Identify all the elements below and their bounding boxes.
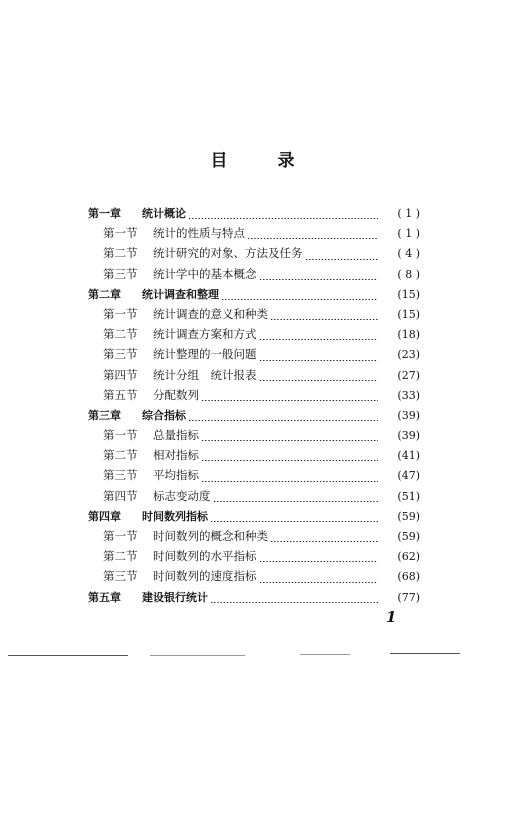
toc-section-entry bbox=[88, 548, 420, 568]
section-number: 第四节 bbox=[103, 488, 138, 503]
toc-section-entry bbox=[88, 346, 420, 366]
toc-section-entry bbox=[88, 266, 420, 286]
dot-leader bbox=[259, 582, 379, 583]
section-title: 统计整理的一般问题 bbox=[153, 347, 257, 362]
page-ref: (77) bbox=[397, 590, 420, 604]
section-title: 分配数列 bbox=[153, 387, 199, 402]
toc-chapter-entry bbox=[88, 589, 420, 609]
dot-leader bbox=[201, 440, 378, 441]
section-title: 总量指标 bbox=[153, 428, 199, 443]
chapter-title: 统计概论 bbox=[142, 207, 186, 220]
page-ref: (23) bbox=[397, 348, 420, 362]
section-number: 第一节 bbox=[103, 226, 138, 241]
page-ref: ( 1 ) bbox=[397, 227, 420, 241]
chapter-number: 第一章 bbox=[88, 207, 121, 220]
dot-leader bbox=[188, 420, 378, 421]
section-number: 第三节 bbox=[103, 347, 138, 362]
section-number: 第二节 bbox=[103, 327, 138, 342]
page-ref: (27) bbox=[397, 368, 420, 382]
page-ref: (15) bbox=[397, 287, 420, 301]
dot-leader bbox=[210, 602, 378, 603]
page-ref: (59) bbox=[397, 509, 420, 523]
section-title: 相对指标 bbox=[153, 448, 199, 463]
section-number: 第二节 bbox=[103, 246, 138, 261]
chapter-title: 建设银行统计 bbox=[142, 590, 208, 604]
page-ref: (62) bbox=[397, 550, 420, 564]
dot-leader bbox=[201, 400, 378, 401]
toc-chapter-entry bbox=[88, 205, 420, 225]
toc-chapter-entry bbox=[88, 407, 420, 427]
chapter-number: 第四章 bbox=[88, 509, 121, 523]
scan-artifact-line bbox=[300, 654, 350, 655]
section-title: 时间数列的概念和种类 bbox=[153, 529, 268, 543]
section-number: 第一节 bbox=[103, 428, 138, 443]
section-title: 时间数列的水平指标 bbox=[153, 549, 257, 564]
toc-section-entry bbox=[88, 367, 420, 387]
dot-leader bbox=[259, 561, 379, 562]
toc-section-entry bbox=[88, 306, 420, 326]
section-title: 统计学中的基本概念 bbox=[153, 266, 257, 281]
toc-section-entry bbox=[88, 488, 420, 508]
section-number: 第二节 bbox=[103, 448, 138, 463]
section-number: 第一节 bbox=[103, 529, 138, 543]
page-number: 1 bbox=[386, 608, 397, 626]
page-ref: ( 4 ) bbox=[397, 247, 420, 261]
toc-chapter-entry bbox=[88, 286, 420, 306]
dot-leader bbox=[259, 360, 379, 361]
page-title: 目 录 bbox=[210, 151, 317, 171]
chapter-title: 综合指标 bbox=[142, 408, 186, 422]
section-title: 平均指标 bbox=[153, 468, 199, 483]
section-number: 第五节 bbox=[103, 387, 138, 402]
page-ref: (18) bbox=[397, 328, 420, 342]
toc-section-entry bbox=[88, 528, 420, 548]
dot-leader bbox=[259, 380, 379, 381]
chapter-number: 第三章 bbox=[88, 408, 121, 422]
dot-leader bbox=[259, 279, 379, 280]
toc-section-entry bbox=[88, 447, 420, 467]
section-title: 统计调查的意义和种类 bbox=[153, 306, 268, 321]
page-ref: (33) bbox=[397, 388, 420, 402]
toc-section-entry bbox=[88, 467, 420, 487]
dot-leader bbox=[305, 259, 379, 260]
dot-leader bbox=[247, 238, 378, 239]
dot-leader bbox=[259, 339, 379, 340]
section-number: 第三节 bbox=[103, 266, 138, 281]
chapter-number: 第二章 bbox=[88, 287, 121, 301]
section-title: 统计调查方案和方式 bbox=[153, 327, 257, 342]
page-ref: ( 1 ) bbox=[397, 207, 420, 220]
section-title: 标志变动度 bbox=[153, 488, 211, 503]
dot-leader bbox=[270, 541, 378, 542]
section-title: 时间数列的速度指标 bbox=[153, 569, 257, 584]
section-title: 统计分组 统计报表 bbox=[153, 367, 257, 382]
section-title: 统计研究的对象、方法及任务 bbox=[153, 246, 303, 261]
toc-chapter-entry bbox=[88, 508, 420, 528]
page-ref: (39) bbox=[397, 408, 420, 422]
dot-leader bbox=[188, 218, 378, 219]
toc-section-entry bbox=[88, 568, 420, 588]
chapter-number: 第五章 bbox=[88, 590, 121, 604]
section-number: 第三节 bbox=[103, 468, 138, 483]
toc-section-entry bbox=[88, 326, 420, 346]
table-of-contents bbox=[88, 205, 420, 609]
toc-section-entry bbox=[88, 225, 420, 245]
section-number: 第一节 bbox=[103, 306, 138, 321]
dot-leader bbox=[210, 521, 378, 522]
section-number: 第二节 bbox=[103, 549, 138, 564]
dot-leader bbox=[213, 501, 379, 502]
page-ref: (41) bbox=[397, 449, 420, 463]
page-ref: (39) bbox=[397, 429, 420, 443]
chapter-title: 时间数列指标 bbox=[142, 509, 208, 523]
toc-section-entry bbox=[88, 245, 420, 265]
page-ref: (68) bbox=[397, 570, 420, 584]
page-ref: (51) bbox=[397, 489, 420, 503]
section-number: 第三节 bbox=[103, 569, 138, 584]
page-ref: (15) bbox=[397, 307, 420, 321]
dot-leader bbox=[201, 481, 378, 482]
dot-leader bbox=[270, 319, 378, 320]
section-number: 第四节 bbox=[103, 367, 138, 382]
page-ref: (47) bbox=[397, 469, 420, 483]
page-ref: (59) bbox=[397, 530, 420, 543]
dot-leader bbox=[221, 299, 378, 300]
scan-artifact-line bbox=[390, 653, 460, 654]
dot-leader bbox=[201, 460, 378, 461]
section-title: 统计的性质与特点 bbox=[153, 226, 245, 241]
scan-artifact-line bbox=[8, 655, 128, 656]
page-ref: ( 8 ) bbox=[397, 267, 420, 281]
scan-artifact-line bbox=[150, 655, 245, 656]
toc-section-entry bbox=[88, 387, 420, 407]
toc-section-entry bbox=[88, 427, 420, 447]
chapter-title: 统计调查和整理 bbox=[142, 287, 219, 301]
